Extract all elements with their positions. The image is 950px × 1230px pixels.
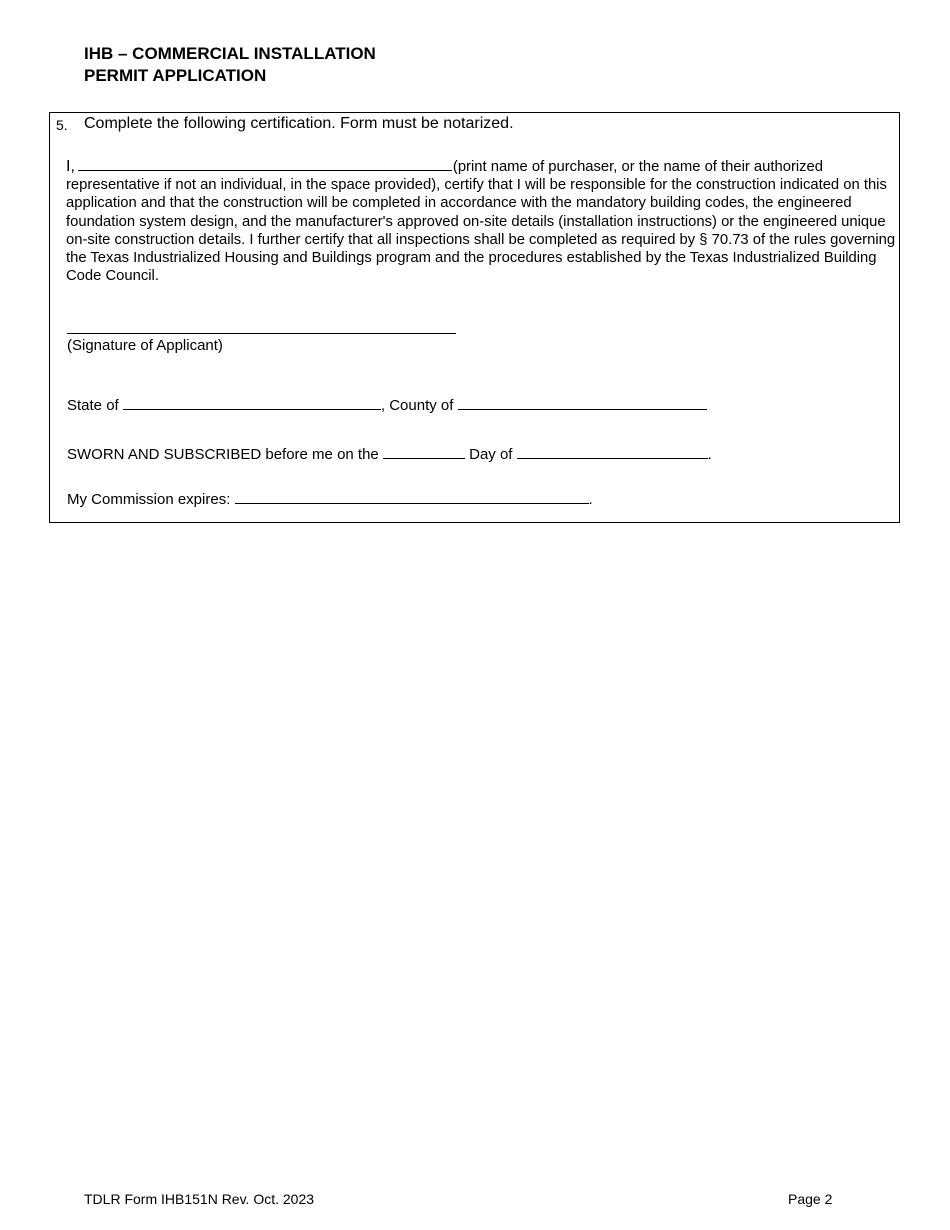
purchaser-name-field[interactable] [78,156,452,171]
state-county-row [67,395,707,414]
commission-period: . [588,491,593,508]
form-header [84,43,376,87]
state-field[interactable] [123,395,381,410]
signature-field[interactable] [67,333,456,334]
certification-body: (print name of purchaser, or the name of their authorized representative if not an individual, in the space provided), certify that I will be responsible for the construction indicated on this application and that the construction will be completed in accordance with the mandatory building codes, the engineered foundation system design, and the manufacturer's approved on-site details (installation instructions) or the engineered unique on-site construction details. I further certify that all inspections shall be completed as required by § 70.73 of the rules governing the Texas Industrialized Housing and Buildings program and the procedures established by the Texas Industrialized Building Code Council. [66,159,896,285]
county-label: , County of [380,397,454,414]
form-title-line1: IHB – COMMERCIAL INSTALLATION [84,44,376,63]
sworn-day-field[interactable] [383,444,465,459]
sworn-row [67,444,712,463]
county-field[interactable] [458,395,707,410]
sworn-month-field[interactable] [517,444,708,459]
section-title: Complete the following certification. Form must be notarized. [84,115,514,132]
section-number: 5. [56,117,68,133]
signature-label: (Signature of Applicant) [67,337,223,354]
commission-row [67,489,593,508]
state-label: State of [67,397,119,414]
commission-expiry-field[interactable] [235,489,589,504]
sworn-label: SWORN AND SUBSCRIBED before me on the [67,446,379,463]
certification-lead: I, [66,158,75,175]
sworn-period: . [707,446,712,463]
day-of-label: Day of [469,446,513,463]
footer-form-id: TDLR Form IHB151N Rev. Oct. 2023 [84,1191,315,1207]
commission-label: My Commission expires: [67,491,231,508]
certification-section [49,112,900,523]
footer-page-number: Page 2 [788,1191,833,1207]
certification-statement [66,156,898,285]
form-title-line2: PERMIT APPLICATION [84,66,267,85]
